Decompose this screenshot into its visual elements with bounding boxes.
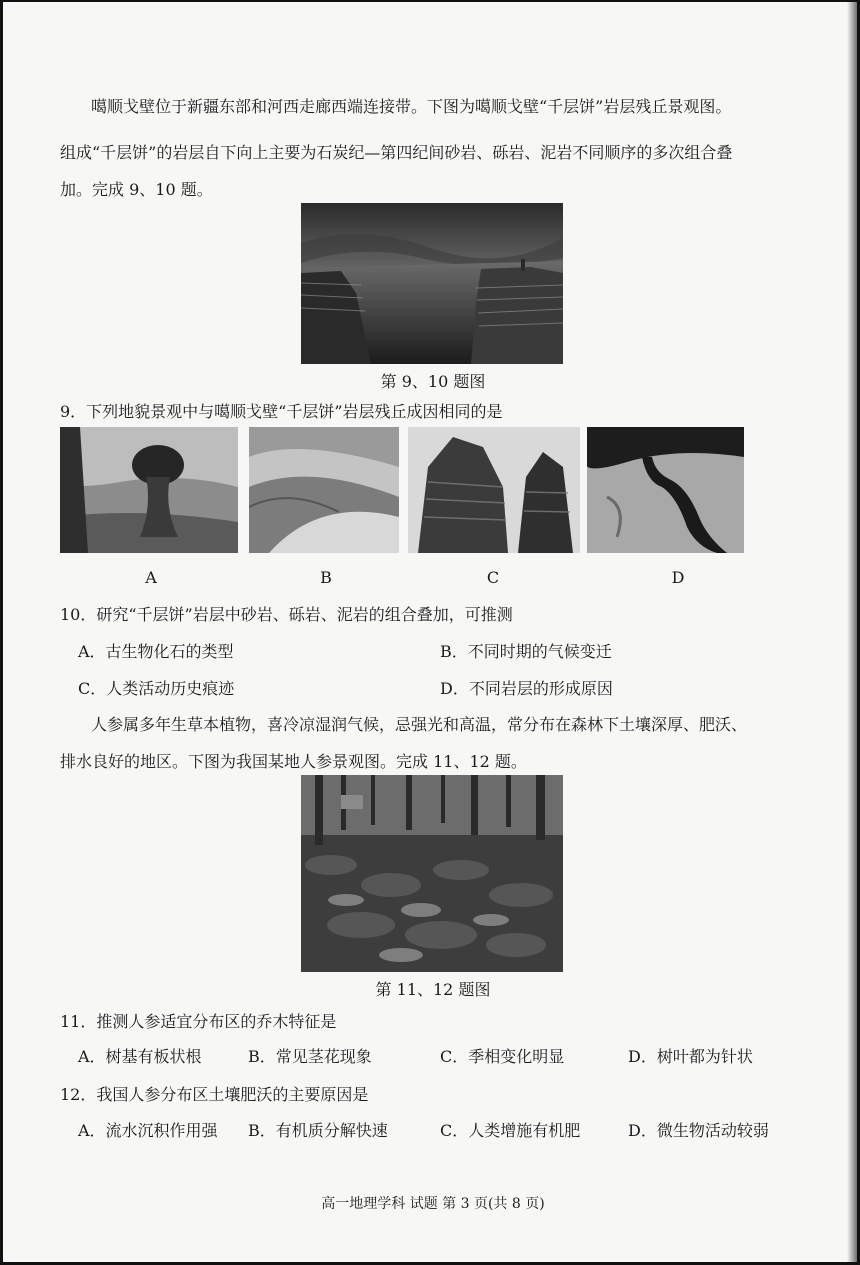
q12-option-c: C．人类增施有机肥 — [440, 1121, 581, 1140]
q9-label-c: C — [486, 568, 500, 587]
q10-option-c: C．人类活动历史痕迹 — [78, 679, 235, 698]
q11-option-d: D．树叶都为针状 — [628, 1047, 753, 1066]
q9-label-b: B — [320, 568, 332, 587]
q10-option-b: B．不同时期的气候变迁 — [440, 642, 612, 661]
passage2-line2: 排水良好的地区。下图为我国某地人参景观图。完成 11、12 题。 — [60, 752, 527, 771]
passage2-line1: 人参属多年生草本植物，喜冷凉湿润气候，忌强光和高温，常分布在森林下土壤深厚、肥沃、 — [91, 715, 748, 734]
q12-option-b: B．有机质分解快速 — [248, 1121, 388, 1140]
passage1-line2: 组成“千层饼”的岩层自下向上主要为石炭纪—第四纪间砂岩、砾岩、泥岩不同顺序的多次组合叠 — [60, 143, 733, 162]
q12-stem: 12．我国人参分布区土壤肥沃的主要原因是 — [60, 1085, 369, 1104]
q12-option-a: A．流水沉积作用强 — [78, 1121, 218, 1140]
ginseng-forest-photo — [301, 775, 563, 972]
q9-label-d: D — [671, 568, 685, 587]
q10-option-d: D．不同岩层的形成原因 — [440, 679, 613, 698]
q9-label-a: A — [145, 568, 157, 587]
layered-rock-landscape-photo — [301, 203, 563, 364]
option-b-sand-dunes-photo — [249, 427, 399, 553]
passage1-line3: 加。完成 9、10 题。 — [60, 180, 213, 199]
option-c-layered-pillars-photo — [408, 427, 580, 553]
q10-option-a: A．古生物化石的类型 — [78, 642, 234, 661]
q9-stem: 9．下列地貌景观中与噶顺戈壁“千层饼”岩层残丘成因相同的是 — [60, 402, 503, 421]
page-footer: 高一地理学科 试题 第 3 页(共 8 页) — [321, 1196, 545, 1212]
figure1-caption: 第 9、10 题图 — [380, 372, 486, 391]
q12-option-d: D．微生物活动较弱 — [628, 1121, 769, 1140]
q11-stem: 11．推测人参适宜分布区的乔木特征是 — [60, 1012, 337, 1031]
option-d-satellite-river-photo — [587, 427, 744, 553]
passage1-line1: 噶顺戈壁位于新疆东部和河西走廊西端连接带。下图为噶顺戈壁“千层饼”岩层残丘景观图。 — [91, 97, 732, 116]
figure2-caption: 第 11、12 题图 — [375, 980, 491, 999]
q11-option-a: A．树基有板状根 — [78, 1047, 202, 1066]
q11-option-c: C．季相变化明显 — [440, 1047, 565, 1066]
option-a-mushroom-rock-photo — [60, 427, 238, 553]
q10-stem: 10．研究“千层饼”岩层中砂岩、砾岩、泥岩的组合叠加，可推测 — [60, 605, 513, 624]
q11-option-b: B．常见茎花现象 — [248, 1047, 372, 1066]
scan-edge-shadow — [847, 2, 857, 1262]
